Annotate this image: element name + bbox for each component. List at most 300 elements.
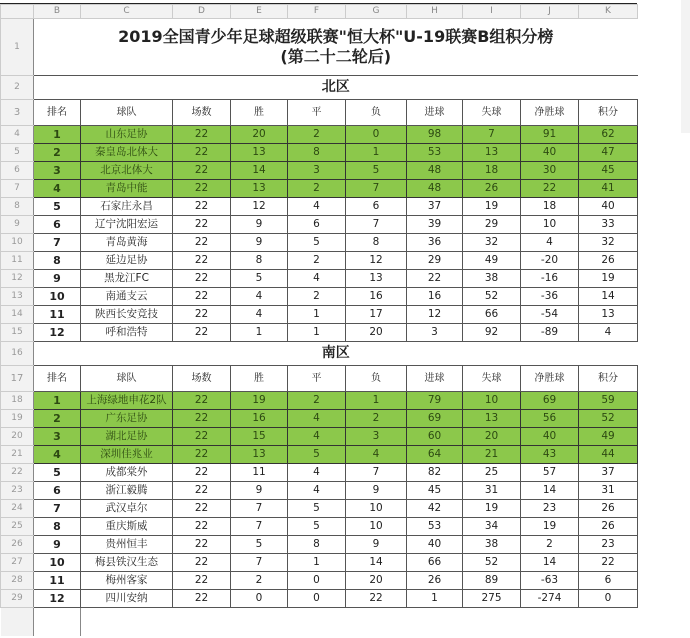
row-header[interactable]: 16 bbox=[1, 342, 34, 366]
cell-goal-diff[interactable]: 56 bbox=[521, 410, 579, 428]
cell-team[interactable]: 陕西长安竞技 bbox=[81, 306, 173, 324]
cell-goals-for[interactable]: 29 bbox=[407, 252, 463, 270]
cell-won[interactable]: 11 bbox=[231, 464, 288, 482]
cell-won[interactable]: 9 bbox=[231, 482, 288, 500]
row-header[interactable]: 12 bbox=[1, 270, 34, 288]
cell-drawn[interactable]: 5 bbox=[288, 234, 346, 252]
cell-goal-diff[interactable]: 43 bbox=[521, 446, 579, 464]
cell-goals-against[interactable]: 20 bbox=[463, 428, 521, 446]
select-all-corner[interactable] bbox=[1, 5, 34, 19]
cell-goals-for[interactable]: 66 bbox=[407, 554, 463, 572]
cell-team[interactable]: 梅县铁汉生态 bbox=[81, 554, 173, 572]
cell-won[interactable]: 0 bbox=[231, 590, 288, 608]
cell-goals-against[interactable]: 49 bbox=[463, 252, 521, 270]
cell-goals-for[interactable]: 79 bbox=[407, 392, 463, 410]
cell-drawn[interactable]: 1 bbox=[288, 306, 346, 324]
cell-team[interactable]: 浙江毅腾 bbox=[81, 482, 173, 500]
cell-team[interactable]: 石家庄永昌 bbox=[81, 198, 173, 216]
cell-goals-against[interactable]: 21 bbox=[463, 446, 521, 464]
cell-lost[interactable]: 0 bbox=[346, 126, 407, 144]
row-header[interactable]: 21 bbox=[1, 446, 34, 464]
cell-drawn[interactable]: 2 bbox=[288, 126, 346, 144]
cell-team[interactable]: 深圳佳兆业 bbox=[81, 446, 173, 464]
cell-goal-diff[interactable]: 30 bbox=[521, 162, 579, 180]
column-header-c[interactable]: C bbox=[81, 5, 173, 19]
cell-goals-against[interactable]: 26 bbox=[463, 180, 521, 198]
column-header-h[interactable]: H bbox=[407, 5, 463, 19]
header-goals-for[interactable]: 进球 bbox=[407, 100, 463, 126]
cell-played[interactable]: 22 bbox=[173, 536, 231, 554]
cell-played[interactable]: 22 bbox=[173, 446, 231, 464]
cell-points[interactable]: 14 bbox=[579, 288, 638, 306]
cell-team[interactable]: 延边足协 bbox=[81, 252, 173, 270]
cell-goals-for[interactable]: 3 bbox=[407, 324, 463, 342]
header-lost[interactable]: 负 bbox=[346, 100, 407, 126]
cell-points[interactable]: 62 bbox=[579, 126, 638, 144]
cell-rank[interactable]: 8 bbox=[34, 518, 81, 536]
cell-team[interactable]: 青岛中能 bbox=[81, 180, 173, 198]
cell-won[interactable]: 16 bbox=[231, 410, 288, 428]
cell-drawn[interactable]: 4 bbox=[288, 482, 346, 500]
south-zone-label[interactable]: 南区 bbox=[34, 342, 638, 366]
row-header[interactable]: 20 bbox=[1, 428, 34, 446]
cell-lost[interactable]: 6 bbox=[346, 198, 407, 216]
cell-goals-against[interactable]: 66 bbox=[463, 306, 521, 324]
cell-team[interactable]: 辽宁沈阳宏运 bbox=[81, 216, 173, 234]
cell-lost[interactable]: 10 bbox=[346, 518, 407, 536]
cell-points[interactable]: 47 bbox=[579, 144, 638, 162]
cell-goals-against[interactable]: 13 bbox=[463, 410, 521, 428]
cell-played[interactable]: 22 bbox=[173, 428, 231, 446]
cell-goals-for[interactable]: 37 bbox=[407, 198, 463, 216]
cell-goals-against[interactable]: 7 bbox=[463, 126, 521, 144]
cell-won[interactable]: 13 bbox=[231, 144, 288, 162]
cell-goals-against[interactable]: 32 bbox=[463, 234, 521, 252]
row-header[interactable]: 3 bbox=[1, 100, 34, 126]
cell-goals-against[interactable]: 18 bbox=[463, 162, 521, 180]
row-header[interactable]: 26 bbox=[1, 536, 34, 554]
cell-drawn[interactable]: 5 bbox=[288, 500, 346, 518]
cell-rank[interactable]: 3 bbox=[34, 428, 81, 446]
cell-goal-diff[interactable]: -54 bbox=[521, 306, 579, 324]
cell-lost[interactable]: 14 bbox=[346, 554, 407, 572]
cell-goals-against[interactable]: 89 bbox=[463, 572, 521, 590]
cell-goal-diff[interactable]: 40 bbox=[521, 144, 579, 162]
cell-points[interactable]: 0 bbox=[579, 590, 638, 608]
cell-goals-against[interactable]: 38 bbox=[463, 270, 521, 288]
cell-goal-diff[interactable]: 57 bbox=[521, 464, 579, 482]
cell-drawn[interactable]: 4 bbox=[288, 464, 346, 482]
row-header[interactable]: 15 bbox=[1, 324, 34, 342]
cell-goals-against[interactable]: 25 bbox=[463, 464, 521, 482]
cell-rank[interactable]: 7 bbox=[34, 500, 81, 518]
cell-goals-against[interactable]: 38 bbox=[463, 536, 521, 554]
row-header[interactable]: 19 bbox=[1, 410, 34, 428]
cell-won[interactable]: 20 bbox=[231, 126, 288, 144]
cell-team[interactable]: 成都棠外 bbox=[81, 464, 173, 482]
cell-drawn[interactable]: 2 bbox=[288, 288, 346, 306]
cell-goals-against[interactable]: 92 bbox=[463, 324, 521, 342]
cell-won[interactable]: 5 bbox=[231, 270, 288, 288]
cell-team[interactable]: 四川安纳 bbox=[81, 590, 173, 608]
cell-goal-diff[interactable]: 2 bbox=[521, 536, 579, 554]
row-header[interactable]: 18 bbox=[1, 392, 34, 410]
cell-team[interactable]: 湖北足协 bbox=[81, 428, 173, 446]
cell-goals-against[interactable]: 31 bbox=[463, 482, 521, 500]
cell-drawn[interactable]: 4 bbox=[288, 198, 346, 216]
header-team[interactable]: 球队 bbox=[81, 366, 173, 392]
cell-played[interactable]: 22 bbox=[173, 518, 231, 536]
row-header[interactable]: 22 bbox=[1, 464, 34, 482]
cell-lost[interactable]: 4 bbox=[346, 446, 407, 464]
cell-team[interactable]: 呼和浩特 bbox=[81, 324, 173, 342]
cell-goals-for[interactable]: 1 bbox=[407, 590, 463, 608]
header-won[interactable]: 胜 bbox=[231, 366, 288, 392]
cell-lost[interactable]: 3 bbox=[346, 428, 407, 446]
cell-drawn[interactable]: 2 bbox=[288, 180, 346, 198]
column-header-j[interactable]: J bbox=[521, 5, 579, 19]
header-lost[interactable]: 负 bbox=[346, 366, 407, 392]
cell-goal-diff[interactable]: 23 bbox=[521, 500, 579, 518]
cell-goal-diff[interactable]: 4 bbox=[521, 234, 579, 252]
row-header[interactable]: 7 bbox=[1, 180, 34, 198]
cell-goals-for[interactable]: 64 bbox=[407, 446, 463, 464]
cell-goals-against[interactable]: 52 bbox=[463, 554, 521, 572]
cell-points[interactable]: 19 bbox=[579, 270, 638, 288]
header-goals-against[interactable]: 失球 bbox=[463, 100, 521, 126]
row-header[interactable]: 23 bbox=[1, 482, 34, 500]
cell-rank[interactable]: 12 bbox=[34, 590, 81, 608]
row-header[interactable]: 11 bbox=[1, 252, 34, 270]
cell-lost[interactable]: 7 bbox=[346, 180, 407, 198]
cell-played[interactable]: 22 bbox=[173, 500, 231, 518]
cell-rank[interactable]: 7 bbox=[34, 234, 81, 252]
cell-points[interactable]: 49 bbox=[579, 428, 638, 446]
cell-rank[interactable]: 11 bbox=[34, 572, 81, 590]
cell-lost[interactable]: 7 bbox=[346, 464, 407, 482]
cell-goal-diff[interactable]: 40 bbox=[521, 428, 579, 446]
row-header[interactable]: 13 bbox=[1, 288, 34, 306]
cell-points[interactable]: 40 bbox=[579, 198, 638, 216]
cell-goals-against[interactable]: 52 bbox=[463, 288, 521, 306]
cell-points[interactable]: 59 bbox=[579, 392, 638, 410]
header-rank[interactable]: 排名 bbox=[34, 366, 81, 392]
cell-goal-diff[interactable]: -89 bbox=[521, 324, 579, 342]
cell-goal-diff[interactable]: -36 bbox=[521, 288, 579, 306]
cell-drawn[interactable]: 5 bbox=[288, 446, 346, 464]
header-won[interactable]: 胜 bbox=[231, 100, 288, 126]
cell-points[interactable]: 52 bbox=[579, 410, 638, 428]
cell-won[interactable]: 12 bbox=[231, 198, 288, 216]
cell-goals-for[interactable]: 48 bbox=[407, 162, 463, 180]
cell-goal-diff[interactable]: -63 bbox=[521, 572, 579, 590]
cell-lost[interactable]: 22 bbox=[346, 590, 407, 608]
cell-played[interactable]: 22 bbox=[173, 234, 231, 252]
cell-points[interactable]: 26 bbox=[579, 500, 638, 518]
cell-rank[interactable]: 6 bbox=[34, 482, 81, 500]
cell-points[interactable]: 32 bbox=[579, 234, 638, 252]
cell-goal-diff[interactable]: 22 bbox=[521, 180, 579, 198]
cell-goal-diff[interactable]: 18 bbox=[521, 198, 579, 216]
cell-goals-for[interactable]: 40 bbox=[407, 536, 463, 554]
cell-goal-diff[interactable]: -20 bbox=[521, 252, 579, 270]
cell-goals-for[interactable]: 39 bbox=[407, 216, 463, 234]
cell-rank[interactable]: 10 bbox=[34, 288, 81, 306]
cell-team[interactable]: 梅州客家 bbox=[81, 572, 173, 590]
cell-team[interactable]: 北京北体大 bbox=[81, 162, 173, 180]
row-header[interactable]: 4 bbox=[1, 126, 34, 144]
cell-points[interactable]: 37 bbox=[579, 464, 638, 482]
cell-goals-for[interactable]: 69 bbox=[407, 410, 463, 428]
cell-team[interactable]: 黑龙江FC bbox=[81, 270, 173, 288]
cell-won[interactable]: 15 bbox=[231, 428, 288, 446]
cell-points[interactable]: 4 bbox=[579, 324, 638, 342]
cell-lost[interactable]: 20 bbox=[346, 324, 407, 342]
cell-points[interactable]: 44 bbox=[579, 446, 638, 464]
cell-played[interactable]: 22 bbox=[173, 162, 231, 180]
cell-rank[interactable]: 10 bbox=[34, 554, 81, 572]
cell-won[interactable]: 13 bbox=[231, 180, 288, 198]
cell-won[interactable]: 1 bbox=[231, 324, 288, 342]
cell-drawn[interactable]: 6 bbox=[288, 216, 346, 234]
cell-points[interactable]: 6 bbox=[579, 572, 638, 590]
cell-goals-for[interactable]: 82 bbox=[407, 464, 463, 482]
column-header-f[interactable]: F bbox=[288, 5, 346, 19]
cell-rank[interactable]: 4 bbox=[34, 180, 81, 198]
cell-rank[interactable]: 12 bbox=[34, 324, 81, 342]
column-header-g[interactable]: G bbox=[346, 5, 407, 19]
cell-lost[interactable]: 20 bbox=[346, 572, 407, 590]
row-header[interactable]: 8 bbox=[1, 198, 34, 216]
cell-rank[interactable]: 8 bbox=[34, 252, 81, 270]
cell-won[interactable]: 7 bbox=[231, 518, 288, 536]
cell-won[interactable]: 7 bbox=[231, 554, 288, 572]
cell-drawn[interactable]: 1 bbox=[288, 554, 346, 572]
cell-played[interactable]: 22 bbox=[173, 392, 231, 410]
row-header[interactable]: 27 bbox=[1, 554, 34, 572]
cell-goals-for[interactable]: 53 bbox=[407, 144, 463, 162]
cell-won[interactable]: 14 bbox=[231, 162, 288, 180]
cell-played[interactable]: 22 bbox=[173, 198, 231, 216]
north-zone-label[interactable]: 北区 bbox=[34, 76, 638, 100]
cell-played[interactable]: 22 bbox=[173, 590, 231, 608]
header-goal-diff[interactable]: 净胜球 bbox=[521, 100, 579, 126]
cell-won[interactable]: 4 bbox=[231, 288, 288, 306]
cell-rank[interactable]: 5 bbox=[34, 464, 81, 482]
cell-goals-for[interactable]: 98 bbox=[407, 126, 463, 144]
cell-goals-against[interactable]: 19 bbox=[463, 500, 521, 518]
header-drawn[interactable]: 平 bbox=[288, 100, 346, 126]
cell-goals-for[interactable]: 22 bbox=[407, 270, 463, 288]
row-header[interactable]: 9 bbox=[1, 216, 34, 234]
cell-team[interactable]: 广东足协 bbox=[81, 410, 173, 428]
cell-lost[interactable]: 9 bbox=[346, 482, 407, 500]
cell-rank[interactable]: 1 bbox=[34, 126, 81, 144]
cell-drawn[interactable]: 2 bbox=[288, 392, 346, 410]
cell-played[interactable]: 22 bbox=[173, 216, 231, 234]
cell-drawn[interactable]: 1 bbox=[288, 324, 346, 342]
cell-team[interactable]: 贵州恒丰 bbox=[81, 536, 173, 554]
cell-rank[interactable]: 6 bbox=[34, 216, 81, 234]
cell-rank[interactable]: 11 bbox=[34, 306, 81, 324]
cell-played[interactable]: 22 bbox=[173, 270, 231, 288]
cell-drawn[interactable]: 0 bbox=[288, 572, 346, 590]
cell-played[interactable]: 22 bbox=[173, 288, 231, 306]
row-header[interactable]: 2 bbox=[1, 76, 34, 100]
row-header[interactable]: 5 bbox=[1, 144, 34, 162]
cell-points[interactable]: 26 bbox=[579, 252, 638, 270]
spreadsheet-grid[interactable] bbox=[0, 4, 637, 636]
cell-team[interactable]: 武汉卓尔 bbox=[81, 500, 173, 518]
cell-lost[interactable]: 12 bbox=[346, 252, 407, 270]
cell-rank[interactable]: 4 bbox=[34, 446, 81, 464]
row-header[interactable]: 1 bbox=[1, 19, 34, 76]
cell-goals-for[interactable]: 12 bbox=[407, 306, 463, 324]
cell-lost[interactable]: 1 bbox=[346, 144, 407, 162]
cell-played[interactable]: 22 bbox=[173, 554, 231, 572]
header-played[interactable]: 场数 bbox=[173, 100, 231, 126]
cell-goals-against[interactable]: 13 bbox=[463, 144, 521, 162]
empty-cell[interactable] bbox=[34, 608, 81, 637]
cell-played[interactable]: 22 bbox=[173, 252, 231, 270]
cell-lost[interactable]: 1 bbox=[346, 392, 407, 410]
cell-goals-for[interactable]: 60 bbox=[407, 428, 463, 446]
cell-points[interactable]: 23 bbox=[579, 536, 638, 554]
cell-drawn[interactable]: 0 bbox=[288, 590, 346, 608]
cell-points[interactable]: 33 bbox=[579, 216, 638, 234]
cell-rank[interactable]: 2 bbox=[34, 144, 81, 162]
cell-played[interactable]: 22 bbox=[173, 144, 231, 162]
cell-goals-against[interactable]: 10 bbox=[463, 392, 521, 410]
cell-goals-for[interactable]: 16 bbox=[407, 288, 463, 306]
cell-goals-for[interactable]: 26 bbox=[407, 572, 463, 590]
cell-rank[interactable]: 2 bbox=[34, 410, 81, 428]
header-goals-against[interactable]: 失球 bbox=[463, 366, 521, 392]
cell-team[interactable]: 南通支云 bbox=[81, 288, 173, 306]
cell-drawn[interactable]: 5 bbox=[288, 518, 346, 536]
row-header[interactable]: 14 bbox=[1, 306, 34, 324]
cell-played[interactable]: 22 bbox=[173, 306, 231, 324]
cell-won[interactable]: 13 bbox=[231, 446, 288, 464]
cell-goal-diff[interactable]: 69 bbox=[521, 392, 579, 410]
header-goals-for[interactable]: 进球 bbox=[407, 366, 463, 392]
header-points[interactable]: 积分 bbox=[579, 366, 638, 392]
cell-played[interactable]: 22 bbox=[173, 482, 231, 500]
cell-goals-for[interactable]: 48 bbox=[407, 180, 463, 198]
cell-won[interactable]: 5 bbox=[231, 536, 288, 554]
cell-points[interactable]: 26 bbox=[579, 518, 638, 536]
cell-drawn[interactable]: 3 bbox=[288, 162, 346, 180]
row-header[interactable]: 10 bbox=[1, 234, 34, 252]
cell-points[interactable]: 31 bbox=[579, 482, 638, 500]
cell-lost[interactable]: 8 bbox=[346, 234, 407, 252]
header-team[interactable]: 球队 bbox=[81, 100, 173, 126]
header-rank[interactable]: 排名 bbox=[34, 100, 81, 126]
cell-rank[interactable]: 9 bbox=[34, 536, 81, 554]
row-header[interactable]: 24 bbox=[1, 500, 34, 518]
cell-goals-for[interactable]: 36 bbox=[407, 234, 463, 252]
cell-points[interactable]: 13 bbox=[579, 306, 638, 324]
row-header[interactable]: 17 bbox=[1, 366, 34, 392]
cell-goals-against[interactable]: 19 bbox=[463, 198, 521, 216]
cell-drawn[interactable]: 8 bbox=[288, 144, 346, 162]
header-drawn[interactable]: 平 bbox=[288, 366, 346, 392]
column-header-i[interactable]: I bbox=[463, 5, 521, 19]
cell-team[interactable]: 青岛黄海 bbox=[81, 234, 173, 252]
cell-goal-diff[interactable]: -274 bbox=[521, 590, 579, 608]
cell-played[interactable]: 22 bbox=[173, 324, 231, 342]
cell-played[interactable]: 22 bbox=[173, 180, 231, 198]
cell-lost[interactable]: 2 bbox=[346, 410, 407, 428]
cell-won[interactable]: 8 bbox=[231, 252, 288, 270]
cell-goals-against[interactable]: 275 bbox=[463, 590, 521, 608]
cell-drawn[interactable]: 4 bbox=[288, 270, 346, 288]
cell-goal-diff[interactable]: 14 bbox=[521, 554, 579, 572]
cell-goals-against[interactable]: 29 bbox=[463, 216, 521, 234]
cell-won[interactable]: 2 bbox=[231, 572, 288, 590]
cell-team[interactable]: 山东足协 bbox=[81, 126, 173, 144]
cell-drawn[interactable]: 4 bbox=[288, 428, 346, 446]
cell-goals-for[interactable]: 53 bbox=[407, 518, 463, 536]
cell-played[interactable]: 22 bbox=[173, 464, 231, 482]
empty-cell[interactable] bbox=[81, 608, 638, 637]
cell-points[interactable]: 22 bbox=[579, 554, 638, 572]
cell-goals-for[interactable]: 42 bbox=[407, 500, 463, 518]
cell-won[interactable]: 9 bbox=[231, 216, 288, 234]
cell-lost[interactable]: 5 bbox=[346, 162, 407, 180]
cell-goal-diff[interactable]: 91 bbox=[521, 126, 579, 144]
column-header-e[interactable]: E bbox=[231, 5, 288, 19]
cell-lost[interactable]: 16 bbox=[346, 288, 407, 306]
row-header[interactable]: 29 bbox=[1, 590, 34, 608]
column-header-k[interactable]: K bbox=[579, 5, 638, 19]
cell-played[interactable]: 22 bbox=[173, 572, 231, 590]
header-goal-diff[interactable]: 净胜球 bbox=[521, 366, 579, 392]
cell-team[interactable]: 上海绿地申花2队 bbox=[81, 392, 173, 410]
cell-goals-against[interactable]: 34 bbox=[463, 518, 521, 536]
column-header-d[interactable]: D bbox=[173, 5, 231, 19]
cell-goal-diff[interactable]: -16 bbox=[521, 270, 579, 288]
cell-rank[interactable]: 5 bbox=[34, 198, 81, 216]
row-header[interactable]: 25 bbox=[1, 518, 34, 536]
cell-rank[interactable]: 3 bbox=[34, 162, 81, 180]
row-header[interactable]: 28 bbox=[1, 572, 34, 590]
row-header[interactable]: 6 bbox=[1, 162, 34, 180]
cell-played[interactable]: 22 bbox=[173, 126, 231, 144]
cell-drawn[interactable]: 4 bbox=[288, 410, 346, 428]
cell-played[interactable]: 22 bbox=[173, 410, 231, 428]
cell-rank[interactable]: 1 bbox=[34, 392, 81, 410]
cell-points[interactable]: 45 bbox=[579, 162, 638, 180]
cell-rank[interactable]: 9 bbox=[34, 270, 81, 288]
cell-lost[interactable]: 17 bbox=[346, 306, 407, 324]
cell-won[interactable]: 19 bbox=[231, 392, 288, 410]
cell-lost[interactable]: 10 bbox=[346, 500, 407, 518]
header-played[interactable]: 场数 bbox=[173, 366, 231, 392]
cell-won[interactable]: 9 bbox=[231, 234, 288, 252]
cell-lost[interactable]: 7 bbox=[346, 216, 407, 234]
cell-won[interactable]: 7 bbox=[231, 500, 288, 518]
cell-drawn[interactable]: 8 bbox=[288, 536, 346, 554]
cell-team[interactable]: 秦皇岛北体大 bbox=[81, 144, 173, 162]
cell-team[interactable]: 重庆斯威 bbox=[81, 518, 173, 536]
cell-goals-for[interactable]: 45 bbox=[407, 482, 463, 500]
cell-drawn[interactable]: 2 bbox=[288, 252, 346, 270]
cell-goal-diff[interactable]: 19 bbox=[521, 518, 579, 536]
row-header-empty[interactable] bbox=[1, 608, 34, 637]
cell-goal-diff[interactable]: 10 bbox=[521, 216, 579, 234]
cell-lost[interactable]: 9 bbox=[346, 536, 407, 554]
